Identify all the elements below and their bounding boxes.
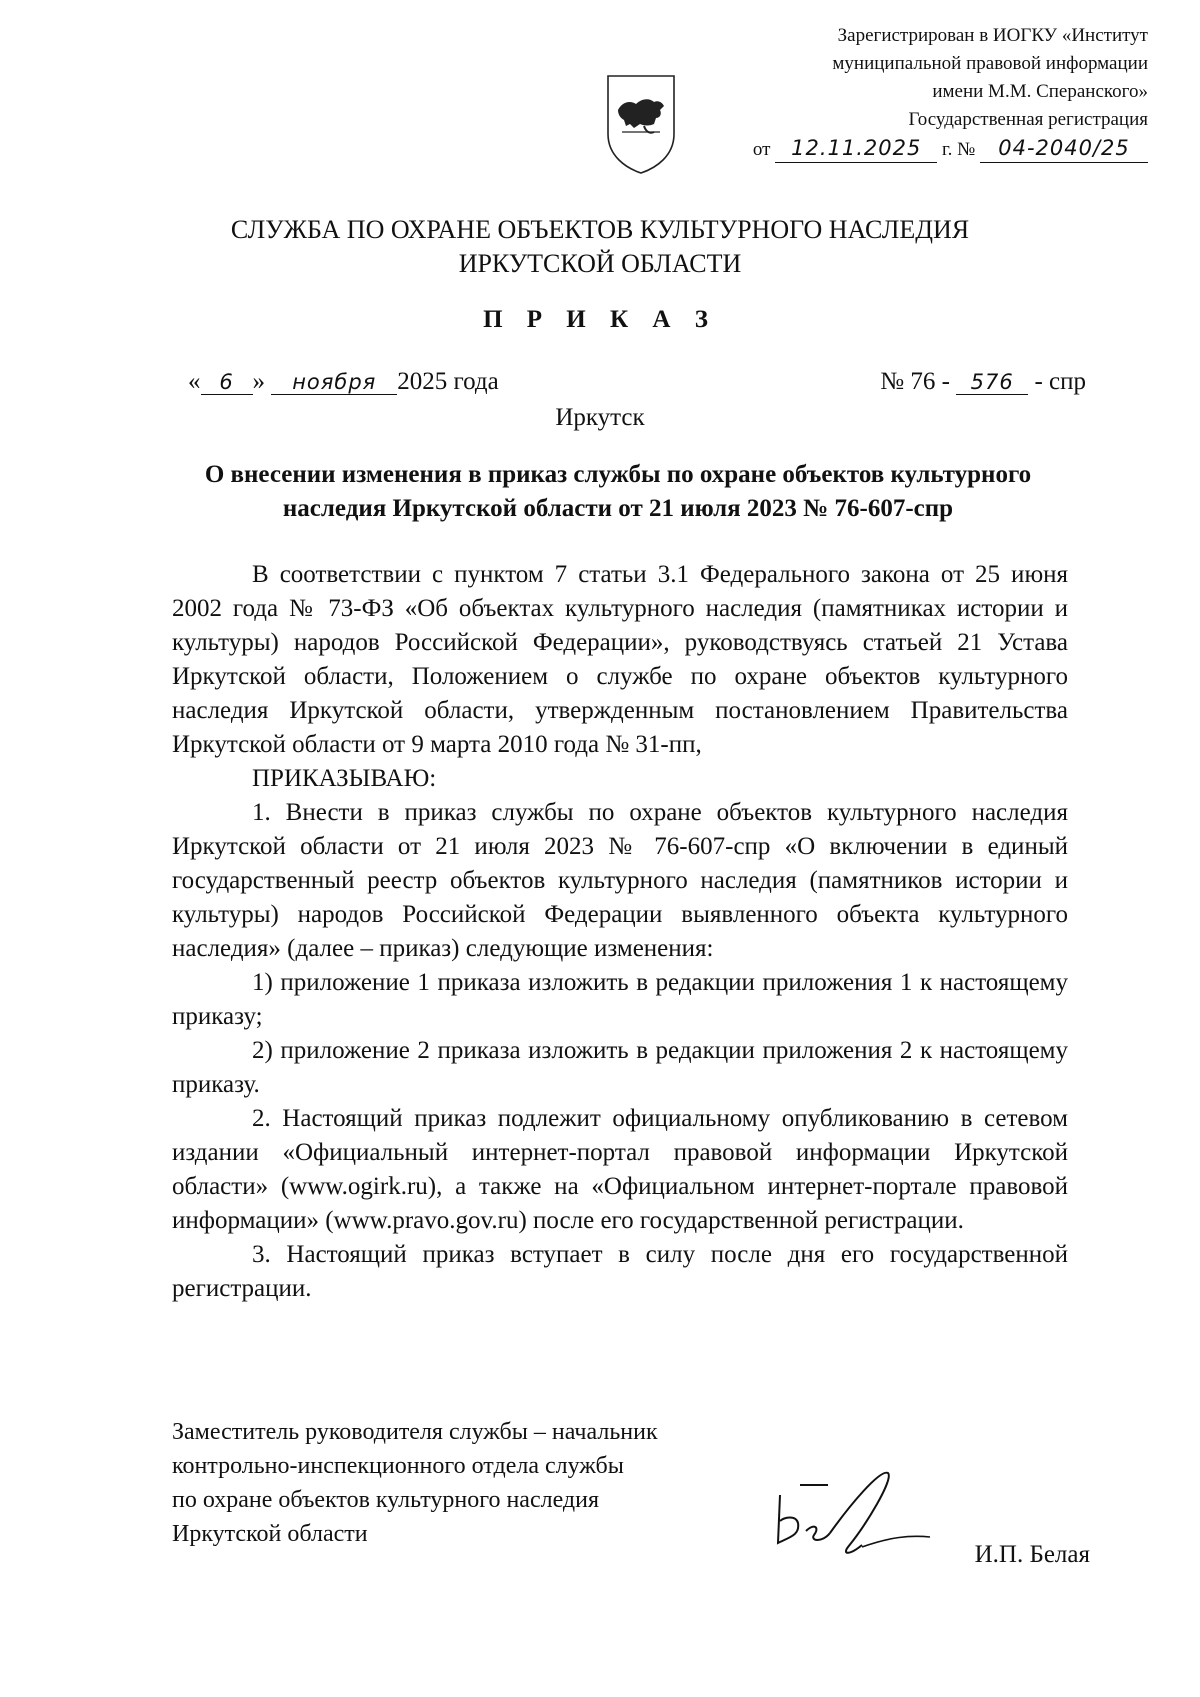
order-number: [880, 368, 1086, 396]
registration-line-1: Зарегистрирован в ИОГКУ «Институт: [837, 25, 1148, 46]
subject-line-2: наследия Иркутской области от 21 июля 2023 № 76-607-спр: [282, 495, 954, 522]
registration-date-handwritten: 12.11.2025: [775, 134, 937, 163]
date-open-quote: «: [188, 368, 201, 395]
registration-number-handwritten: 04-2040/25: [980, 134, 1148, 163]
position-line-2: контрольно-инспекционного отдела службы: [172, 1453, 624, 1479]
date-month-handwritten: ноября: [271, 370, 397, 395]
position-line-4: Иркутской области: [172, 1521, 368, 1547]
subject-line-1: О внесении изменения в приказ службы по охране объектов культурного: [204, 461, 1032, 488]
handwritten-signature: [770, 1465, 940, 1565]
order-title: П Р И К А З: [483, 306, 717, 333]
date-year: 2025 года: [397, 368, 499, 395]
registration-from-label: от: [752, 139, 771, 160]
date-close-quote: »: [252, 368, 265, 395]
position-line-3: по охране объектов культурного наследия: [172, 1487, 600, 1513]
signatory-name: И.П. Белая: [974, 1541, 1090, 1568]
registration-number-label: г. №: [941, 139, 976, 160]
order-subject: [160, 458, 1076, 526]
order-body: [172, 558, 1068, 1306]
position-line-1: Заместитель руководителя службы – начальник: [172, 1419, 658, 1445]
organization-line-1: СЛУЖБА ПО ОХРАНЕ ОБЪЕКТОВ КУЛЬТУРНОГО НАСЛЕДИЯ: [230, 215, 970, 244]
signatory-position: [172, 1415, 792, 1551]
registration-line-4: Государственная регистрация: [908, 109, 1148, 130]
preamble-paragraph: В соответствии с пунктом 7 статьи 3.1 Федерального закона от 25 июня 2002 года № 73-ФЗ «Об объектах культурного наследия (памятниках истории и культуры) народов Российской Федерации», руководствуясь статьей 21 Устава Иркутской области, Положением о службе по охране объектов культурного наследия Иркутской области, утвержденным постановлением Правительства Иркутской области от 9 марта 2010 года № 31-пп,: [172, 561, 1068, 758]
irkutsk-coat-of-arms-icon: [604, 72, 678, 176]
order-number-prefix: № 76 -: [880, 368, 950, 395]
registration-stamp: [728, 22, 1148, 164]
organization-line-2: ИРКУТСКОЙ ОБЛАСТИ: [458, 249, 742, 278]
item-1-paragraph: 1. Внести в приказ службы по охране объектов культурного наследия Иркутской области от 21 июля 2023 № 76-607-спр «О включении в единый государственный реестр объектов культурного наследия (памятников истории и культуры) народов Российской Федерации выявленного объекта культурного наследия» (далее – приказ) следующие изменения:: [172, 799, 1068, 962]
registration-line-2: муниципальной правовой информации: [832, 53, 1148, 74]
item-2-paragraph: 2. Настоящий приказ подлежит официальному опубликованию в сетевом издании «Официальный интернет-портал правовой информации Иркутской области» (www.ogirk.ru), а также на «Официальном интернет-портале правовой информации» (www.pravo.gov.ru) после его государственной регистрации.: [172, 1105, 1068, 1234]
registration-numbers: [728, 134, 1148, 164]
city: Иркутск: [555, 404, 645, 431]
order-date: [188, 368, 499, 396]
organization-name: [0, 213, 1200, 281]
item-3-paragraph: 3. Настоящий приказ вступает в силу после дня его государственной регистрации.: [172, 1241, 1068, 1302]
order-word: ПРИКАЗЫВАЮ:: [252, 765, 437, 792]
order-number-handwritten: 576: [956, 370, 1028, 395]
registration-line-3: имени М.М. Сперанского»: [932, 81, 1148, 102]
item-1-1-paragraph: 1) приложение 1 приказа изложить в редакции приложения 1 к настоящему приказу;: [172, 969, 1068, 1030]
date-day-handwritten: 6: [201, 370, 253, 395]
order-number-suffix: - спр: [1034, 368, 1086, 395]
item-1-2-paragraph: 2) приложение 2 приказа изложить в редакции приложения 2 к настоящему приказу.: [172, 1037, 1068, 1098]
